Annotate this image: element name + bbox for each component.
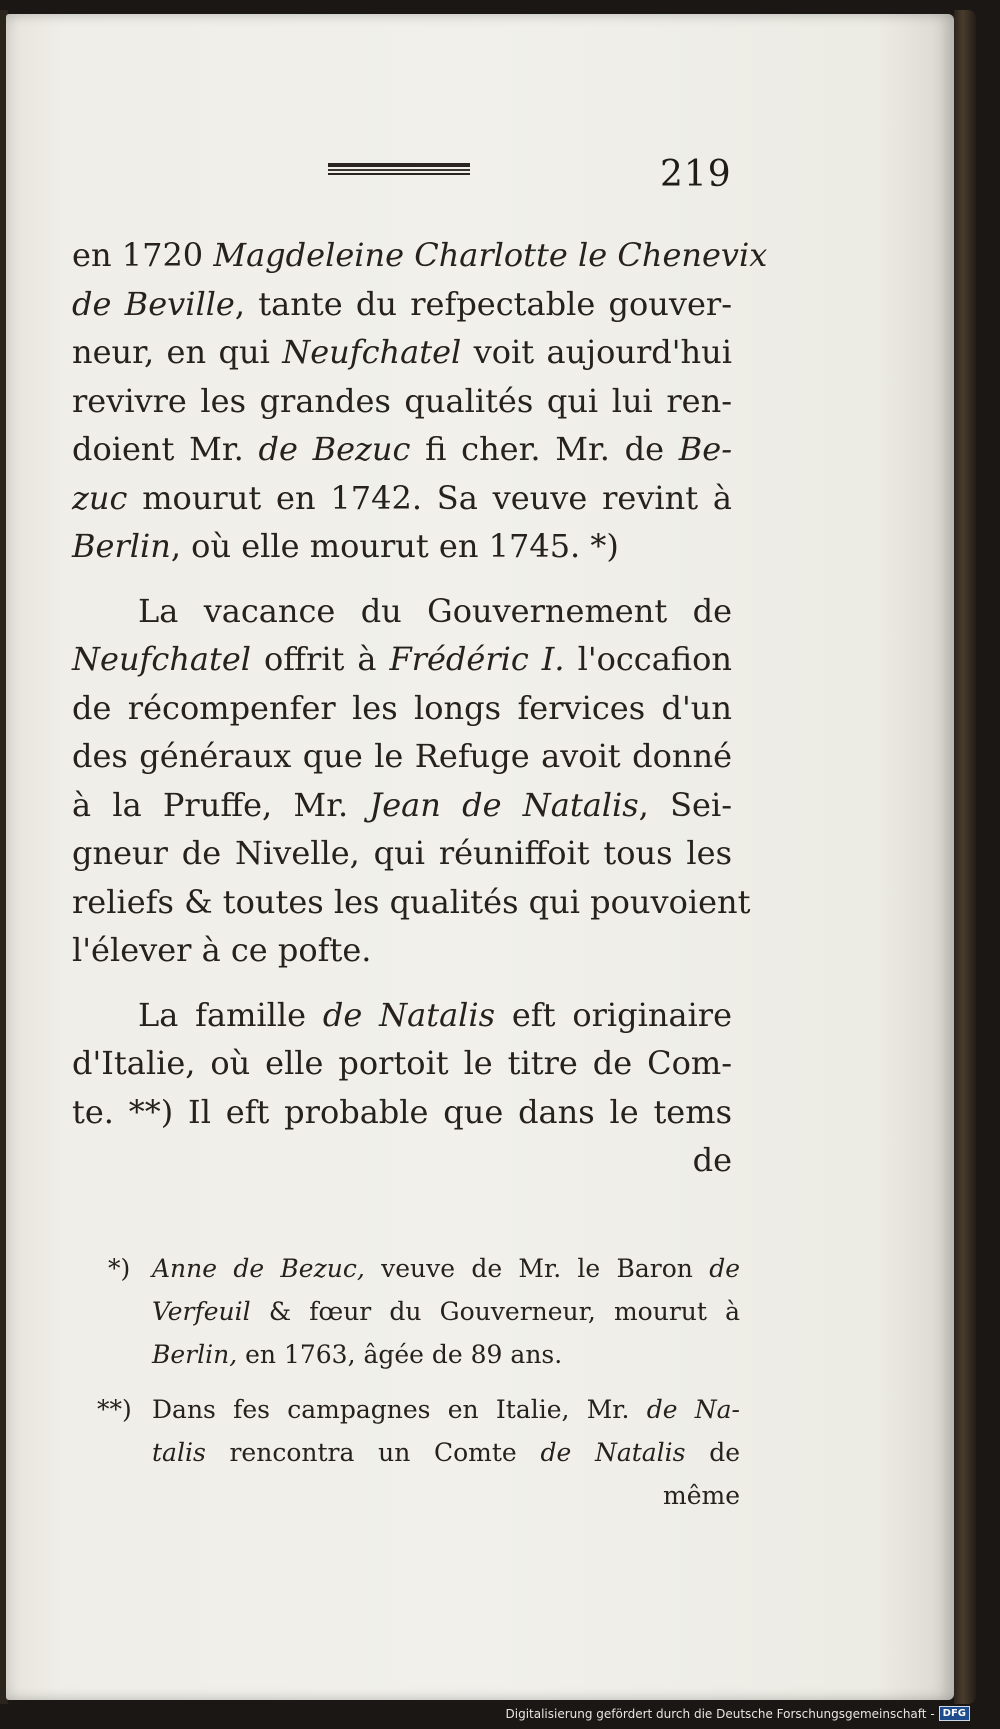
text-line: de Beville, tante du refpectable gouver- <box>72 284 733 323</box>
footnote-line: Berlin, en 1763, âgée de 89 ans. <box>152 1340 563 1369</box>
main-text <box>72 231 768 1185</box>
footnote-line: Dans fes campagnes en Italie, Mr. de Na- <box>152 1395 740 1424</box>
page-block-edge <box>954 10 976 1704</box>
footnote-1 <box>108 1247 740 1376</box>
text-line: gneur de Nivelle, qui réuniffoit tous les <box>72 834 732 872</box>
footnote-marker: **) <box>97 1395 132 1424</box>
paragraph-3 <box>72 991 732 1185</box>
text-line: reliefs & toutes les qualités qui pouvoient <box>72 882 751 921</box>
footnote-line: Verfeuil & fœur du Gouverneur, mourut à <box>152 1297 740 1326</box>
paragraph-1 <box>72 231 768 571</box>
text-line: des généraux que le Refuge avoit donné <box>72 737 732 775</box>
text-line: revivre les grandes qualités qui lui ren- <box>72 381 732 420</box>
text-line: neur, en qui Neufchatel voit aujourd'hui <box>72 333 732 371</box>
footnote-marker: *) <box>108 1254 131 1283</box>
digitization-credit <box>506 1706 971 1721</box>
paragraph-2 <box>72 587 751 975</box>
page-number: 219 <box>660 154 732 195</box>
text-line: La famille de Natalis eft originaire <box>138 995 733 1034</box>
text-line: l'élever à ce pofte. <box>72 931 372 969</box>
text-line: Neufchatel offrit à Frédéric I. l'occafion <box>72 640 733 678</box>
text-line: en 1720 Magdeleine Charlotte le Chenevix <box>72 236 768 274</box>
footnote-line: Anne de Bezuc, veuve de Mr. le Baron de <box>152 1254 740 1283</box>
catchword: de <box>692 1141 732 1179</box>
catchword: même <box>662 1481 740 1510</box>
text-line: doient Mr. de Bezuc fi cher. Mr. de Be- <box>72 430 733 468</box>
dfg-logo: DFG <box>939 1706 970 1721</box>
text-line: à la Pruffe, Mr. Jean de Natalis, Sei- <box>72 785 732 824</box>
text-line: d'Italie, où elle portoit le titre de Com- <box>72 1044 732 1082</box>
text-line: de récompenfer les longs fervices d'un <box>72 688 732 727</box>
text-line: zuc mourut en 1742. Sa veuve revint à <box>72 478 732 517</box>
footnote-line: talis rencontra un Comte de Natalis de <box>152 1438 741 1467</box>
text-line: Berlin, où elle mourut en 1745. *) <box>72 527 619 565</box>
footnotes <box>97 1247 741 1529</box>
text-line: te. **) Il eft probable que dans le tems <box>72 1092 732 1131</box>
text-line: La vacance du Gouvernement de <box>138 591 732 630</box>
footnote-2 <box>97 1388 741 1517</box>
header-ornament-rule <box>328 163 470 175</box>
credit-text: Digitalisierung gefördert durch die Deutsche Forschungsgemeinschaft - <box>505 1706 935 1721</box>
